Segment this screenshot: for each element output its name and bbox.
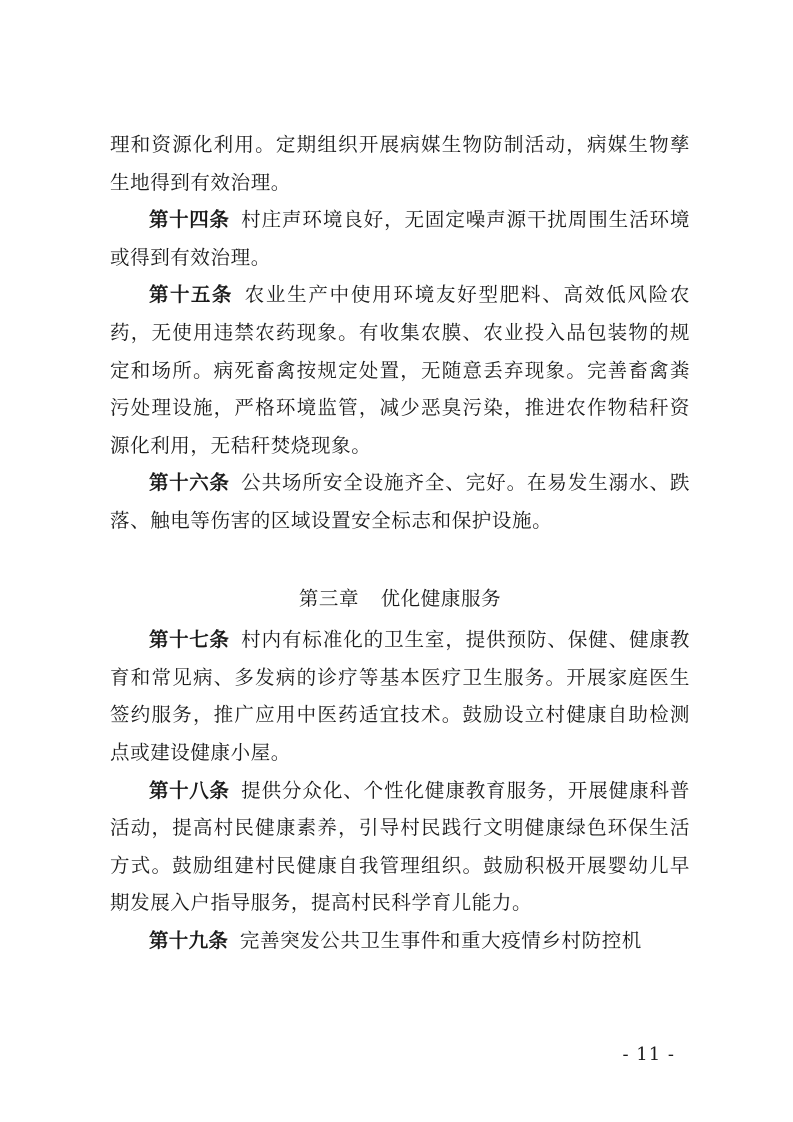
article-19 (110, 922, 690, 960)
chapter-number: 第三章 (298, 586, 360, 610)
article-text: 村内有标准化的卫生室，提供预防、保健、健康教育和常见病、多发病的诊疗等基本医疗卫生服务。开展家庭医生签约服务，推广应用中医药适宜技术。鼓励设立村健康自助检测点或建设健康小屋。 (110, 628, 690, 764)
article-heading: 第十八条 (149, 778, 230, 802)
article-text: 村庄声环境良好，无固定噪声源干扰周围生活环境或得到有效治理。 (110, 208, 690, 269)
article-heading: 第十五条 (149, 283, 233, 307)
page-number: - 11 - (622, 1044, 675, 1065)
article-18 (110, 772, 690, 922)
article-text: 农业生产中使用环境友好型肥料、高效低风险农药，无使用违禁农药现象。有收集农膜、农业投入品包装物的规定和场所。病死畜禽按规定处置，无随意丢弃现象。完善畜禽粪污处理设施，严格环境监管，减少恶臭污染，推进农作物秸秆资源化利用，无秸秆焚烧现象。 (110, 283, 690, 457)
article-15 (110, 276, 690, 464)
article-heading: 第十九条 (149, 928, 229, 952)
paragraph-text: 理和资源化利用。定期组织开展病媒生物防制活动，病媒生物孳生地得到有效治理。 (110, 133, 690, 194)
article-text: 完善突发公共卫生事件和重大疫情乡村防控机 (239, 928, 642, 952)
chapter-heading (110, 580, 690, 618)
paragraph-continued (110, 126, 690, 201)
article-heading: 第十四条 (149, 208, 230, 232)
article-heading: 第十七条 (149, 628, 230, 652)
article-16 (110, 464, 690, 539)
article-text: 提供分众化、个性化健康教育服务，开展健康科普活动，提高村民健康素养，引导村民践行文明健康绿色环保生活方式。鼓励组建村民健康自我管理组织。鼓励积极开展婴幼儿早期发展入户指导服务，提高村民科学育儿能力。 (110, 778, 690, 915)
article-text: 公共场所安全设施齐全、完好。在易发生溺水、跌落、触电等伤害的区域设置安全标志和保护设施。 (110, 471, 690, 532)
chapter-title: 优化健康服务 (380, 586, 502, 610)
article-14 (110, 201, 690, 276)
article-17 (110, 621, 690, 771)
article-heading: 第十六条 (149, 471, 230, 495)
document-body (110, 126, 690, 959)
